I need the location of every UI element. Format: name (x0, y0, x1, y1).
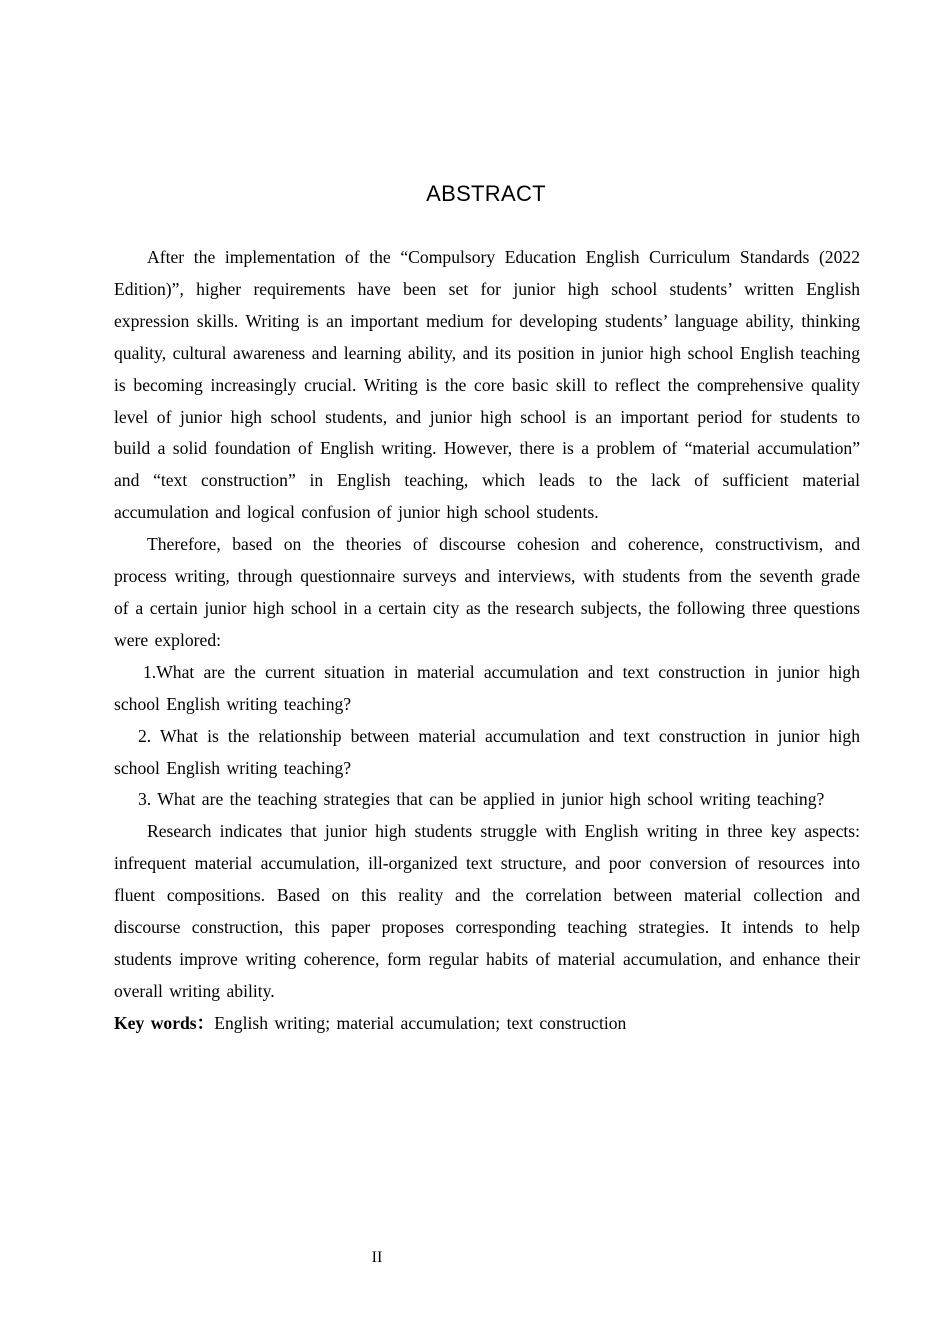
paragraph-method: Therefore, based on the theories of discourse cohesion and coherence, constructivism, and process writing, through questionnaire surveys and interviews, with students from the seventh grade of a certain junior high school in a certain city as the research subjects, the following three questions were explored: (114, 534, 860, 650)
page-number: II (371, 1249, 383, 1266)
paragraph-findings: Research indicates that junior high students struggle with English writing in three key aspects: infrequent material accumulation, ill-organized text structure, and poor conversion of resources into fluent compositions. Based on this reality and the correlation between material collection and discourse construction, this paper proposes corresponding teaching strategies. It intends to help students improve writing coherence, form regular habits of material accumulation, and enhance their overall writing ability. (114, 821, 860, 1001)
abstract-body (114, 242, 860, 1040)
research-question-2: 2. What is the relationship between material accumulation and text construction in junior high school English writing teaching? (114, 725, 860, 778)
keywords-line (114, 1008, 860, 1040)
research-question-1: 1.What are the current situation in material accumulation and text construction in junior high school English writing teaching? (114, 661, 860, 714)
paragraph-intro: After the implementation of the “Compulsory Education English Curriculum Standards (2022 Edition)”, higher requirements have been set for junior high school students’ written English expression skills. Writing is an important medium for developing students’ language ability, thinking quality, cultural awareness and learning ability, and its position in junior high school English teaching is becoming increasingly crucial. Writing is the core basic skill to reflect the comprehensive quality level of junior high school students, and junior high school is an important period for students to build a solid foundation of English writing. However, there is a problem of “material accumulation” and “text construction” in English teaching, which leads to the lack of sufficient material accumulation and logical confusion of junior high school students. (114, 247, 860, 523)
keywords-text: English writing; material accumulation; text construction (214, 1012, 627, 1033)
research-question-3: 3. What are the teaching strategies that can be applied in junior high school writing teaching? (138, 789, 825, 810)
keywords-label: Key words： (114, 1012, 215, 1033)
abstract-title: ABSTRACT (426, 181, 546, 206)
